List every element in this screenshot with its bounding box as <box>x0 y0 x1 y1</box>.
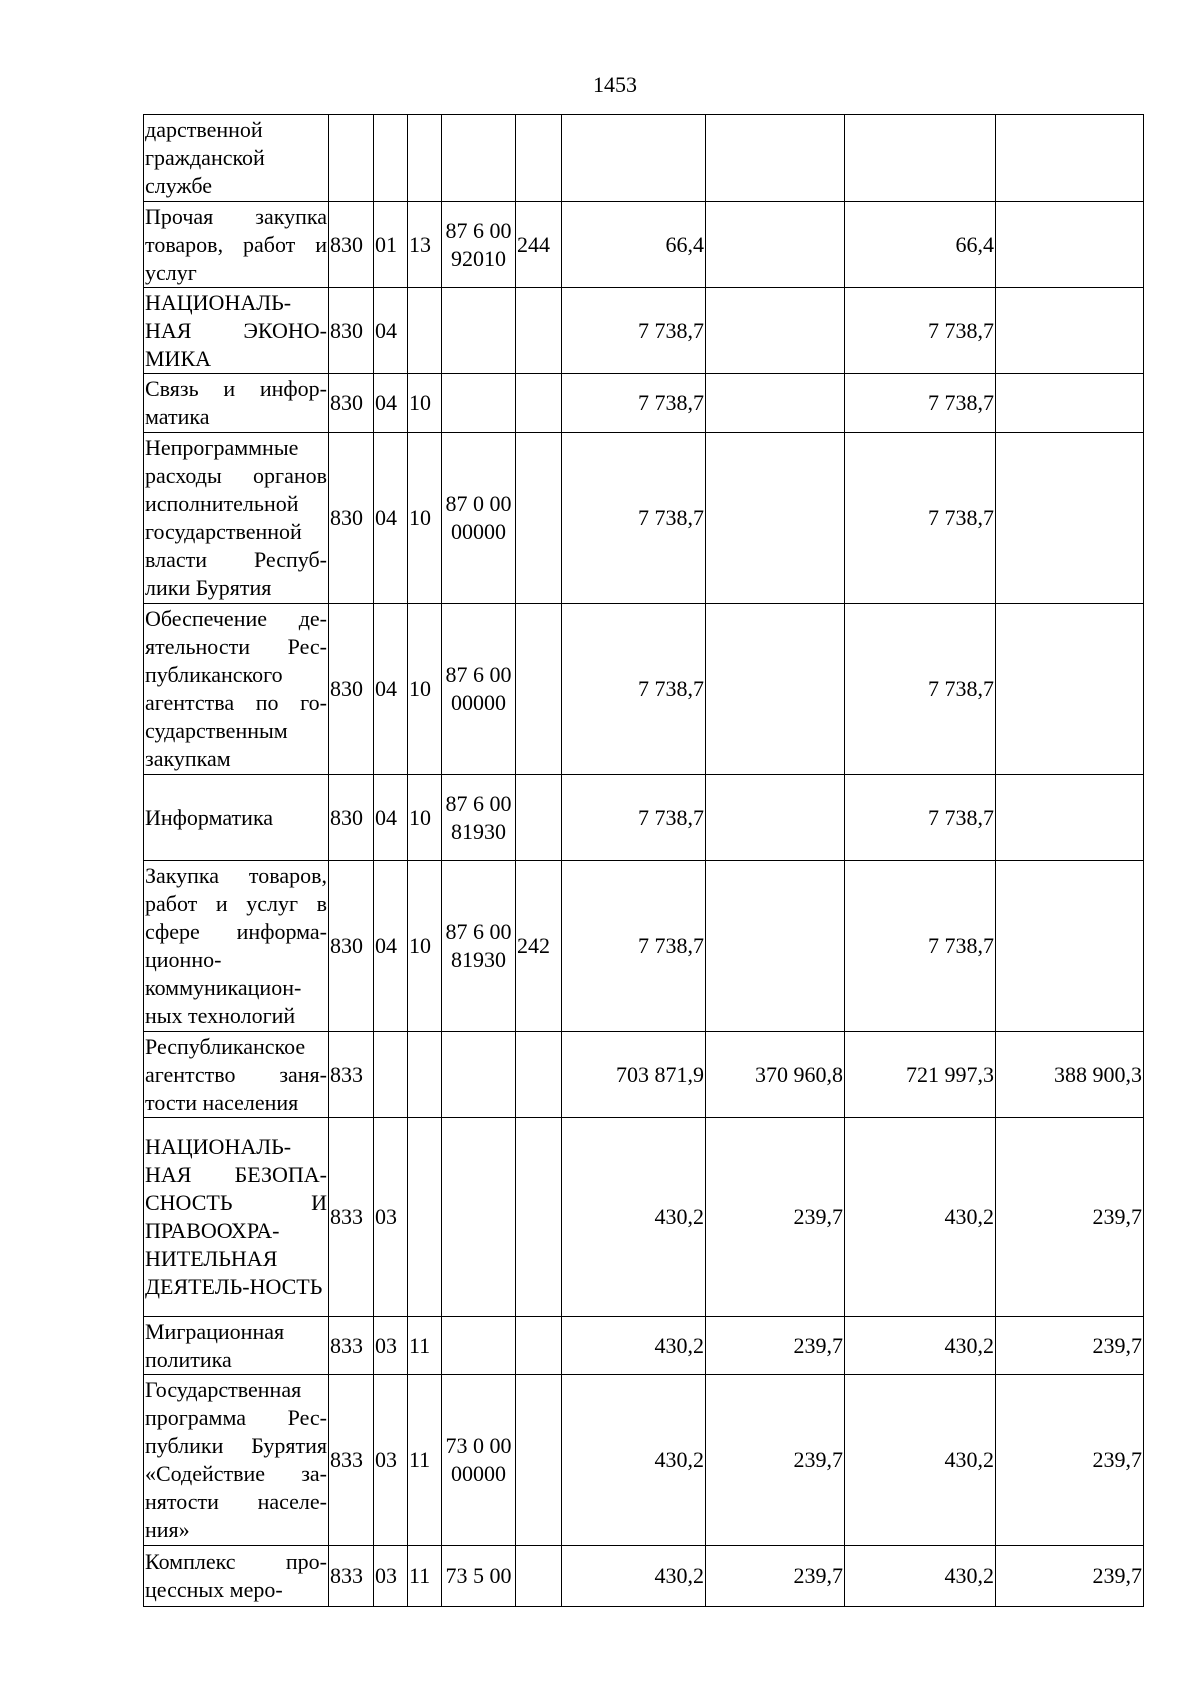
amount-2 <box>706 374 845 433</box>
section-code <box>374 115 408 202</box>
amount-1: 66,4 <box>562 202 706 288</box>
amount-3: 7 738,7 <box>845 604 996 775</box>
section-code: 04 <box>374 775 408 861</box>
expense-type-code <box>516 1118 562 1317</box>
target-item-code <box>442 288 516 374</box>
ministry-code: 830 <box>329 775 374 861</box>
expense-type-code <box>516 1032 562 1118</box>
expense-type-code <box>516 374 562 433</box>
amount-3 <box>845 115 996 202</box>
table-row <box>144 1032 1144 1118</box>
table-row <box>144 775 1144 861</box>
amount-1: 430,2 <box>562 1317 706 1375</box>
amount-1: 430,2 <box>562 1546 706 1607</box>
row-name: Прочая закупка товаров, работ и услуг <box>144 202 329 288</box>
amount-2 <box>706 202 845 288</box>
amount-4: 388 900,3 <box>996 1032 1144 1118</box>
amount-3: 7 738,7 <box>845 433 996 604</box>
amount-4: 239,7 <box>996 1317 1144 1375</box>
section-code: 03 <box>374 1546 408 1607</box>
target-item-code: 87 6 00 00000 <box>442 604 516 775</box>
target-item-code: 87 6 00 92010 <box>442 202 516 288</box>
row-name: Республиканское агентство заня-тости населения <box>144 1032 329 1118</box>
amount-4: 239,7 <box>996 1118 1144 1317</box>
section-code: 01 <box>374 202 408 288</box>
subsection-code: 10 <box>408 374 442 433</box>
table-row <box>144 288 1144 374</box>
section-code: 04 <box>374 861 408 1032</box>
subsection-code: 11 <box>408 1546 442 1607</box>
amount-4: 239,7 <box>996 1546 1144 1607</box>
target-item-code <box>442 374 516 433</box>
expense-type-code <box>516 433 562 604</box>
target-item-code: 87 0 00 00000 <box>442 433 516 604</box>
row-name: Обеспечение де-ятельности Рес-публиканского агентства по го-сударственным закупкам <box>144 604 329 775</box>
amount-1: 7 738,7 <box>562 374 706 433</box>
row-name: Связь и инфор-матика <box>144 374 329 433</box>
amount-1: 703 871,9 <box>562 1032 706 1118</box>
section-code: 04 <box>374 374 408 433</box>
subsection-code <box>408 288 442 374</box>
expense-type-code <box>516 1375 562 1546</box>
table-row <box>144 115 1144 202</box>
amount-3: 430,2 <box>845 1546 996 1607</box>
table-row <box>144 1546 1144 1607</box>
amount-2 <box>706 115 845 202</box>
expense-type-code: 242 <box>516 861 562 1032</box>
ministry-code: 830 <box>329 433 374 604</box>
amount-1: 7 738,7 <box>562 288 706 374</box>
table-row <box>144 1317 1144 1375</box>
amount-4 <box>996 115 1144 202</box>
table-row <box>144 604 1144 775</box>
section-code: 04 <box>374 433 408 604</box>
expense-type-code <box>516 115 562 202</box>
row-name: дарственной гражданской службе <box>144 115 329 202</box>
amount-1: 7 738,7 <box>562 604 706 775</box>
ministry-code: 830 <box>329 288 374 374</box>
amount-1: 7 738,7 <box>562 775 706 861</box>
amount-2 <box>706 433 845 604</box>
expense-type-code <box>516 775 562 861</box>
target-item-code: 73 0 00 00000 <box>442 1375 516 1546</box>
ministry-code: 833 <box>329 1032 374 1118</box>
section-code: 04 <box>374 604 408 775</box>
subsection-code <box>408 1118 442 1317</box>
amount-4: 239,7 <box>996 1375 1144 1546</box>
expense-type-code <box>516 288 562 374</box>
ministry-code <box>329 115 374 202</box>
amount-2: 239,7 <box>706 1118 845 1317</box>
ministry-code: 833 <box>329 1317 374 1375</box>
expense-type-code <box>516 1317 562 1375</box>
amount-3: 721 997,3 <box>845 1032 996 1118</box>
target-item-code <box>442 1118 516 1317</box>
amount-4 <box>996 288 1144 374</box>
amount-4 <box>996 202 1144 288</box>
amount-4 <box>996 433 1144 604</box>
amount-3: 430,2 <box>845 1118 996 1317</box>
table-row <box>144 374 1144 433</box>
subsection-code: 10 <box>408 861 442 1032</box>
table-row <box>144 433 1144 604</box>
section-code: 03 <box>374 1317 408 1375</box>
ministry-code: 830 <box>329 861 374 1032</box>
table-row <box>144 1118 1144 1317</box>
expense-type-code <box>516 1546 562 1607</box>
amount-1: 7 738,7 <box>562 433 706 604</box>
amount-2: 239,7 <box>706 1546 845 1607</box>
amount-3: 7 738,7 <box>845 861 996 1032</box>
amount-2 <box>706 775 845 861</box>
subsection-code: 13 <box>408 202 442 288</box>
amount-1: 430,2 <box>562 1375 706 1546</box>
row-name: НАЦИОНАЛЬ-НАЯ БЕЗОПА-СНОСТЬ И ПРАВООХРА-НИТЕЛЬНАЯ ДЕЯТЕЛЬ-НОСТЬ <box>144 1118 329 1317</box>
amount-2 <box>706 861 845 1032</box>
row-name: Информатика <box>144 775 329 861</box>
row-name: Непрограммные расходы органов исполнительной государственной власти Респуб-лики Бурятия <box>144 433 329 604</box>
amount-2 <box>706 604 845 775</box>
amount-1: 430,2 <box>562 1118 706 1317</box>
subsection-code: 10 <box>408 604 442 775</box>
amount-3: 430,2 <box>845 1375 996 1546</box>
table-row <box>144 202 1144 288</box>
target-item-code: 87 6 00 81930 <box>442 775 516 861</box>
amount-4 <box>996 374 1144 433</box>
target-item-code <box>442 1032 516 1118</box>
table-row <box>144 861 1144 1032</box>
section-code: 03 <box>374 1375 408 1546</box>
amount-4 <box>996 604 1144 775</box>
expense-type-code <box>516 604 562 775</box>
ministry-code: 833 <box>329 1546 374 1607</box>
ministry-code: 833 <box>329 1375 374 1546</box>
ministry-code: 830 <box>329 374 374 433</box>
ministry-code: 833 <box>329 1118 374 1317</box>
row-name: НАЦИОНАЛЬ-НАЯ ЭКОНО-МИКА <box>144 288 329 374</box>
subsection-code: 11 <box>408 1317 442 1375</box>
target-item-code <box>442 1317 516 1375</box>
amount-4 <box>996 775 1144 861</box>
ministry-code: 830 <box>329 202 374 288</box>
ministry-code: 830 <box>329 604 374 775</box>
row-name: Миграционная политика <box>144 1317 329 1375</box>
amount-3: 7 738,7 <box>845 775 996 861</box>
target-item-code: 87 6 00 81930 <box>442 861 516 1032</box>
section-code <box>374 1032 408 1118</box>
amount-3: 7 738,7 <box>845 288 996 374</box>
expense-type-code: 244 <box>516 202 562 288</box>
target-item-code: 73 5 00 <box>442 1546 516 1607</box>
target-item-code <box>442 115 516 202</box>
subsection-code: 11 <box>408 1375 442 1546</box>
amount-2 <box>706 288 845 374</box>
table-row <box>144 1375 1144 1546</box>
section-code: 03 <box>374 1118 408 1317</box>
amount-2: 239,7 <box>706 1375 845 1546</box>
amount-1 <box>562 115 706 202</box>
budget-table <box>143 114 1144 1607</box>
page-number: 1453 <box>593 72 637 97</box>
amount-1: 7 738,7 <box>562 861 706 1032</box>
amount-2: 370 960,8 <box>706 1032 845 1118</box>
subsection-code: 10 <box>408 775 442 861</box>
amount-3: 430,2 <box>845 1317 996 1375</box>
row-name: Государственная программа Рес-публики Бурятия «Содействие за-нятости населе-ния» <box>144 1375 329 1546</box>
subsection-code <box>408 115 442 202</box>
row-name: Комплекс про-цессных меро- <box>144 1546 329 1607</box>
amount-2: 239,7 <box>706 1317 845 1375</box>
amount-4 <box>996 861 1144 1032</box>
row-name: Закупка товаров, работ и услуг в сфере информа-ционно-коммуникацион-ных технологий <box>144 861 329 1032</box>
section-code: 04 <box>374 288 408 374</box>
amount-3: 7 738,7 <box>845 374 996 433</box>
subsection-code: 10 <box>408 433 442 604</box>
subsection-code <box>408 1032 442 1118</box>
amount-3: 66,4 <box>845 202 996 288</box>
